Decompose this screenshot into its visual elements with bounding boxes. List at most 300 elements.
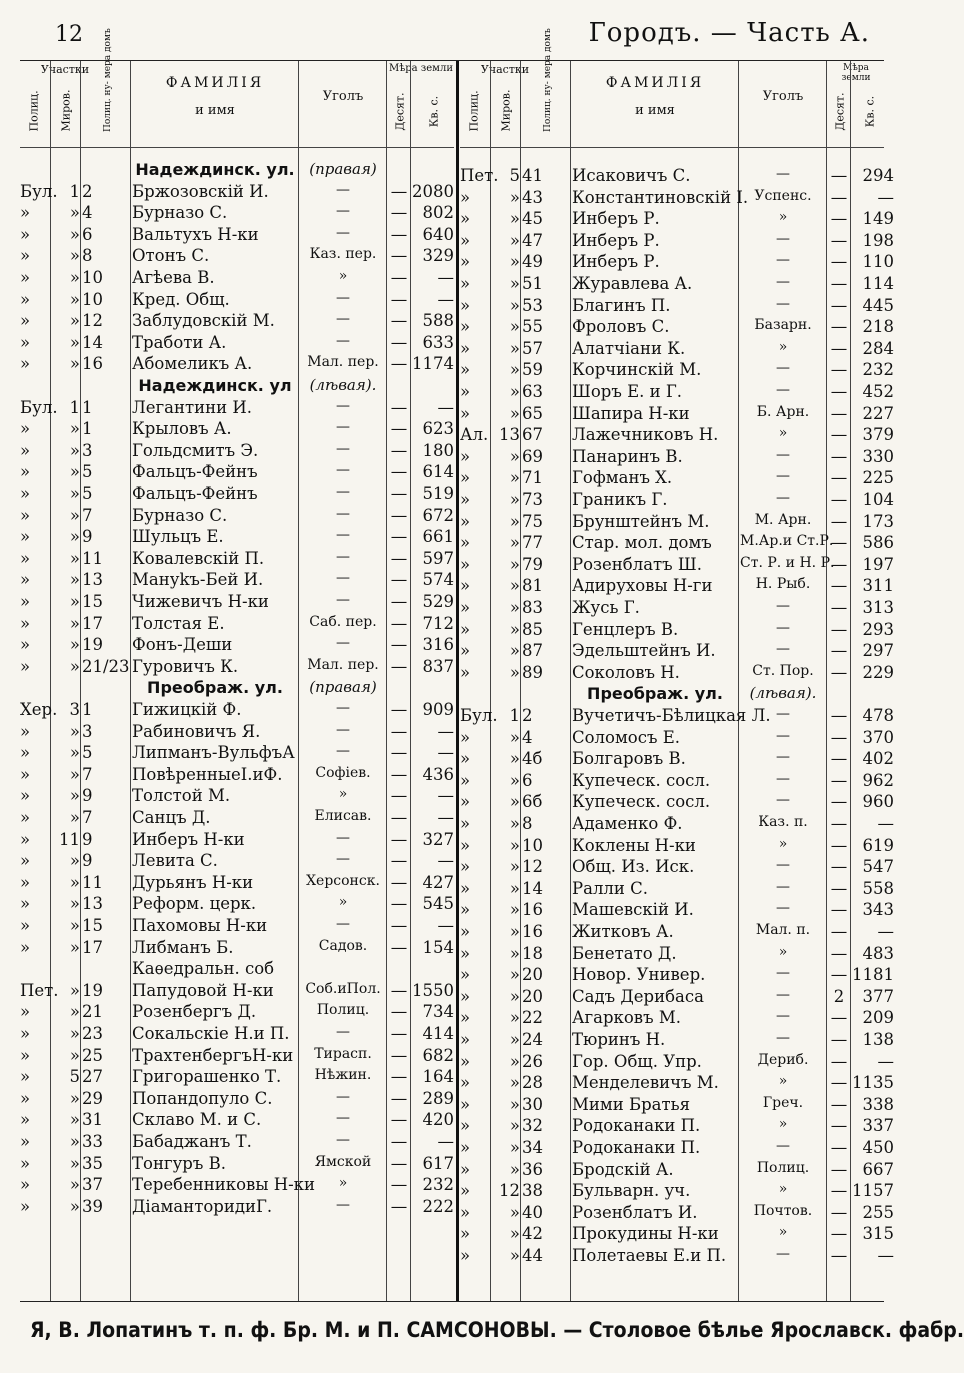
police-district: »: [20, 1024, 31, 1043]
table-row: [460, 273, 894, 295]
police-district: »: [460, 187, 471, 207]
table-row: [20, 634, 454, 656]
corner-street: —: [776, 749, 790, 766]
house-number: 59: [522, 360, 543, 380]
desyatiny: —: [390, 505, 408, 525]
desyatiny: —: [830, 1224, 848, 1244]
desyatiny: —: [390, 937, 408, 957]
magistrate-district: »: [69, 764, 80, 784]
corner-street: —: [336, 851, 350, 868]
police-district: »: [20, 311, 31, 331]
police-district: »: [20, 1002, 31, 1022]
square-sazhens: 960: [862, 792, 894, 812]
header-polits: Полиц.: [467, 90, 481, 132]
square-sazhens: 558: [862, 878, 894, 898]
house-number: 35: [82, 1153, 103, 1173]
police-district: »: [20, 1196, 31, 1216]
house-number: 83: [522, 598, 543, 617]
desyatiny: —: [390, 570, 408, 590]
owner-name: Инберъ Р.: [572, 252, 660, 272]
desyatiny: —: [390, 397, 408, 417]
magistrate-district: »: [69, 354, 80, 374]
square-sazhens: 414: [422, 1024, 454, 1043]
house-number: 77: [522, 533, 543, 553]
table-row: [460, 381, 894, 403]
owner-name: Житковъ А.: [572, 922, 674, 941]
owner-name: Эдельштейнъ И.: [572, 641, 716, 661]
magistrate-district: »: [509, 641, 520, 661]
police-district: »: [460, 1138, 471, 1157]
police-district: Бул.: [20, 181, 58, 201]
table-row: [20, 764, 454, 786]
desyatiny: —: [390, 462, 408, 482]
owner-name: Агѣева В.: [132, 268, 215, 287]
owner-name: Мануkъ-Бей И.: [132, 570, 264, 590]
table-row: [20, 1196, 454, 1218]
desyatiny: —: [830, 922, 848, 941]
house-number: 15: [82, 592, 103, 611]
owner-name: Чижевичъ Н-ки: [132, 592, 269, 611]
desyatiny: —: [390, 894, 408, 914]
corner-street: —: [336, 1110, 350, 1127]
house-number: 10: [82, 289, 103, 309]
house-number: 8: [522, 814, 533, 833]
square-sazhens: 232: [862, 360, 894, 380]
square-sazhens: 402: [862, 749, 894, 769]
square-sazhens: 110: [862, 252, 894, 272]
owner-name: Пахомовы Н-ки: [132, 916, 268, 935]
square-sazhens: 209: [862, 1008, 894, 1028]
header-familiya: ФАМИЛІЯ: [605, 75, 705, 91]
table-row: [460, 1115, 894, 1137]
table-row: [460, 316, 894, 338]
magistrate-district: »: [509, 403, 520, 423]
desyatiny: —: [390, 246, 408, 266]
corner-street: Елисав.: [314, 808, 372, 824]
corner-street: —: [336, 570, 350, 587]
desyatiny: —: [830, 252, 848, 272]
house-number: 10: [522, 835, 543, 855]
desyatiny: —: [390, 872, 408, 892]
magistrate-district: »: [509, 943, 520, 963]
square-sazhens: —: [877, 1051, 894, 1071]
magistrate-district: »: [509, 252, 520, 272]
table-row: [460, 791, 894, 813]
desyatiny: —: [830, 1159, 848, 1179]
house-number: 9: [82, 851, 93, 871]
desyatiny: —: [830, 965, 848, 985]
police-district: »: [20, 1110, 31, 1130]
square-sazhens: 734: [422, 1002, 454, 1022]
police-district: »: [460, 1246, 471, 1265]
owner-name: Жусь Г.: [572, 598, 640, 617]
magistrate-district: »: [69, 894, 80, 914]
magistrate-district: »: [509, 814, 520, 833]
table-row: [20, 461, 454, 483]
square-sazhens: 427: [422, 872, 454, 892]
owner-name: Фальцъ-Фейнъ: [132, 462, 258, 482]
magistrate-district: »: [69, 1110, 80, 1130]
square-sazhens: 311: [862, 576, 894, 596]
table-row: [20, 699, 454, 721]
house-number: 11: [82, 548, 103, 568]
police-district: »: [20, 613, 31, 633]
police-district: »: [460, 943, 471, 963]
magistrate-district: 1: [69, 397, 80, 417]
header-imya: и имя: [195, 103, 235, 118]
house-number: 13: [82, 894, 103, 914]
magistrate-district: »: [69, 592, 80, 611]
square-sazhens: 802: [422, 203, 454, 223]
corner-street: —: [336, 548, 350, 565]
magistrate-district: »: [69, 872, 80, 892]
police-district: »: [20, 808, 31, 827]
desyatiny: —: [390, 721, 408, 741]
desyatiny: —: [830, 1246, 848, 1265]
desyatiny: —: [390, 1067, 408, 1087]
square-sazhens: 218: [862, 317, 894, 337]
owner-name: Гофманъ Х.: [572, 468, 673, 488]
police-district: »: [460, 814, 471, 833]
table-row: [460, 986, 894, 1008]
house-number: 6б: [522, 792, 543, 812]
police-district: »: [460, 338, 471, 358]
page-top: [0, 18, 900, 58]
owner-name: Крыловъ А.: [132, 419, 232, 439]
table-row: [460, 748, 894, 770]
desyatiny: —: [830, 1202, 848, 1222]
house-number: 23: [82, 1024, 103, 1043]
corner-street: —: [776, 295, 790, 312]
desyatiny: —: [390, 1002, 408, 1022]
table-row: [20, 850, 454, 872]
police-district: »: [460, 1202, 471, 1222]
owner-name: Алатчіани К.: [572, 338, 686, 358]
police-district: »: [20, 484, 31, 503]
table-row: [20, 893, 454, 915]
police-district: »: [460, 252, 471, 272]
magistrate-district: »: [509, 878, 520, 898]
corner-street: —: [336, 1088, 350, 1105]
corner-street: »: [778, 1073, 788, 1090]
corner-street: —: [336, 311, 350, 328]
square-sazhens: —: [877, 187, 894, 207]
corner-street: Полиц.: [316, 1002, 370, 1019]
table-row: [20, 1153, 454, 1175]
square-sazhens: —: [877, 922, 894, 941]
house-number: 20: [522, 965, 543, 985]
table-row: [460, 338, 894, 360]
table-row: [20, 1088, 454, 1110]
magistrate-district: 1: [509, 706, 520, 725]
square-sazhens: 338: [862, 1094, 894, 1114]
house-number: 24: [522, 1030, 543, 1049]
house-number: 65: [522, 403, 543, 423]
magistrate-district: 5: [69, 1067, 80, 1087]
square-sazhens: 1174: [412, 354, 454, 374]
header-mirov: Миров.: [499, 89, 513, 132]
owner-name: Гижицкій Ф.: [132, 700, 242, 719]
owner-name: Толстая Е.: [132, 613, 225, 633]
owner-name: Панаринъ В.: [572, 446, 683, 466]
magistrate-district: »: [509, 792, 520, 812]
police-district: »: [460, 857, 471, 877]
police-district: »: [460, 295, 471, 315]
magistrate-district: »: [509, 554, 520, 574]
square-sazhens: 478: [862, 706, 894, 725]
house-number: 38: [522, 1181, 543, 1201]
table-row: [20, 526, 454, 548]
owner-name: Ковалевскій П.: [132, 548, 265, 568]
desyatiny: —: [390, 1196, 408, 1216]
square-sazhens: 315: [862, 1224, 894, 1244]
square-sazhens: 529: [422, 592, 454, 611]
square-sazhens: 225: [862, 468, 894, 488]
square-sazhens: 104: [862, 490, 894, 509]
square-sazhens: 545: [422, 894, 454, 914]
owner-name: Новор. Универ.: [572, 965, 706, 985]
square-sazhens: 483: [862, 943, 894, 963]
owner-name: Брунштейнъ М.: [572, 511, 710, 531]
house-number: 5: [82, 484, 93, 503]
house-number: 28: [522, 1073, 543, 1093]
house-number: 11: [82, 872, 103, 892]
police-district: »: [20, 268, 31, 287]
magistrate-district: »: [69, 203, 80, 223]
square-sazhens: 617: [422, 1153, 454, 1173]
corner-street: —: [776, 727, 790, 744]
magistrate-district: »: [69, 613, 80, 633]
owner-name: Отонъ С.: [132, 246, 210, 266]
corner-street: Ямской: [314, 1153, 372, 1170]
magistrate-district: »: [69, 1024, 80, 1043]
house-number: 17: [82, 613, 103, 633]
corner-street: Б. Арн.: [756, 403, 810, 420]
owner-name: Бульварн. уч.: [572, 1181, 691, 1201]
police-district: »: [20, 527, 31, 547]
corner-street: —: [336, 1132, 350, 1148]
desyatiny: —: [830, 295, 848, 315]
owner-name: Родоканаки П.: [572, 1116, 701, 1136]
table-row: [20, 440, 454, 462]
police-district: »: [460, 511, 471, 531]
magistrate-district: »: [69, 1045, 80, 1065]
square-sazhens: 547: [862, 857, 894, 877]
house-number: 4: [522, 727, 533, 747]
house-number: 1: [82, 397, 93, 417]
table-row: [460, 403, 894, 425]
table-row: [460, 208, 894, 230]
police-district: »: [460, 1073, 471, 1093]
magistrate-district: »: [509, 1116, 520, 1136]
square-sazhens: 597: [422, 548, 454, 568]
magistrate-district: »: [69, 916, 80, 935]
magistrate-district: »: [509, 598, 520, 617]
house-number: 2: [522, 706, 533, 725]
desyatiny: —: [390, 268, 408, 287]
desyatiny: —: [830, 1116, 848, 1136]
square-sazhens: 623: [422, 419, 454, 439]
magistrate-district: »: [509, 922, 520, 941]
table-row: [20, 289, 454, 311]
corner-street: »: [778, 209, 788, 226]
owner-name: Садъ Дерибаса: [572, 986, 704, 1006]
magistrate-district: »: [69, 721, 80, 741]
police-district: »: [460, 1181, 471, 1201]
desyatiny: —: [830, 425, 848, 445]
house-number: 25: [82, 1045, 103, 1065]
table-row: [460, 619, 894, 641]
police-district: »: [20, 1175, 31, 1195]
police-district: »: [20, 203, 31, 223]
corner-street: —: [776, 166, 790, 182]
owner-name: Журавлева А.: [572, 274, 693, 293]
street-side: (правая): [309, 678, 377, 697]
corner-street: —: [776, 706, 790, 722]
desyatiny: —: [830, 878, 848, 898]
table-row: [460, 230, 894, 252]
corner-street: »: [778, 1181, 788, 1198]
corner-street: —: [776, 792, 790, 809]
corner-street: —: [336, 440, 350, 457]
square-sazhens: —: [437, 1132, 454, 1151]
magistrate-district: »: [69, 246, 80, 266]
corner-street: Херсонск.: [306, 872, 380, 889]
square-sazhens: 588: [422, 311, 454, 331]
magistrate-district: »: [69, 1002, 80, 1022]
corner-street: —: [336, 527, 350, 544]
house-number: 4: [82, 203, 93, 223]
magistrate-district: »: [509, 1246, 520, 1265]
table-row: [20, 483, 454, 505]
owner-name: Розенбергъ Д.: [132, 1002, 257, 1022]
table-row: [20, 958, 454, 980]
street-name: Надеждинск. ул.: [135, 160, 295, 179]
square-sazhens: 712: [422, 613, 454, 633]
owner-name: Гольдсмитъ Э.: [132, 440, 259, 460]
magistrate-district: »: [69, 786, 80, 806]
table-row: [460, 532, 894, 554]
square-sazhens: —: [437, 786, 454, 806]
square-sazhens: —: [437, 851, 454, 871]
square-sazhens: 329: [422, 246, 454, 266]
square-sazhens: 1135: [852, 1073, 894, 1093]
owner-name: Гор. Общ. Упр.: [572, 1051, 702, 1071]
police-district: »: [20, 721, 31, 741]
table-row: [20, 310, 454, 332]
desyatiny: —: [390, 700, 408, 719]
table-row: [20, 807, 454, 829]
police-district: »: [460, 900, 471, 920]
square-sazhens: 452: [862, 382, 894, 401]
owner-name: Лажечниковъ Н.: [572, 425, 719, 445]
table-row: [460, 295, 894, 317]
owner-name: Легантини И.: [132, 397, 253, 417]
table-row: [460, 835, 894, 857]
corner-street: Нѣжин.: [314, 1067, 372, 1084]
magistrate-district: »: [69, 570, 80, 590]
owner-name: Фроловъ С.: [572, 317, 670, 337]
square-sazhens: 327: [422, 829, 454, 849]
magistrate-district: »: [69, 1088, 80, 1108]
house-number: 16: [522, 922, 543, 941]
square-sazhens: 232: [422, 1175, 454, 1195]
owner-name: Инберъ Н-ки: [132, 829, 245, 849]
table-row: [460, 597, 894, 619]
police-district: »: [460, 1224, 471, 1244]
magistrate-district: »: [69, 851, 80, 871]
magistrate-district: »: [509, 749, 520, 769]
owner-name: Заблудовскій М.: [132, 311, 275, 331]
advertisement-footer: Я, В. Лопатинъ т. п. ф. Бр. М. и П. САМСОНОВЫ. — Столовое бѣлье Ярославск. фабр.: [30, 1318, 964, 1342]
owner-name: Бродскій А.: [572, 1159, 674, 1179]
police-district: »: [20, 764, 31, 784]
house-number: 73: [522, 490, 543, 509]
owner-name: Тонгуръ В.: [132, 1153, 226, 1173]
house-number: 5: [82, 462, 93, 482]
house-number: 33: [82, 1132, 103, 1151]
police-district: »: [20, 786, 31, 806]
square-sazhens: 293: [862, 619, 894, 639]
table-row: [20, 267, 454, 289]
magistrate-district: »: [69, 484, 80, 503]
desyatiny: —: [390, 980, 408, 1000]
police-district: »: [460, 274, 471, 293]
house-number: 7: [82, 808, 93, 827]
square-sazhens: —: [437, 268, 454, 287]
owner-name: Агарковъ М.: [572, 1008, 681, 1028]
square-sazhens: 633: [422, 332, 454, 352]
table-row: [20, 245, 454, 267]
square-sazhens: 370: [862, 727, 894, 747]
magistrate-district: »: [509, 857, 520, 877]
desyatiny: —: [390, 311, 408, 331]
column-separator: [456, 61, 459, 1301]
house-number: 9: [82, 786, 93, 806]
square-sazhens: —: [437, 808, 454, 827]
police-district: »: [20, 872, 31, 892]
house-number: 26: [522, 1051, 543, 1071]
police-district: »: [20, 1067, 31, 1087]
magistrate-district: »: [69, 808, 80, 827]
magistrate-district: »: [509, 576, 520, 596]
table-row: [460, 359, 894, 381]
magistrate-district: »: [509, 1030, 520, 1049]
corner-street: Успенс.: [754, 187, 812, 204]
header-uchastki: Участки: [40, 63, 90, 76]
house-number: 37: [82, 1175, 103, 1195]
table-row: [460, 878, 894, 900]
desyatiny: —: [830, 857, 848, 877]
house-number: 13: [82, 570, 103, 590]
owner-name: Бурназо С.: [132, 203, 228, 223]
police-district: »: [20, 635, 31, 655]
square-sazhens: 337: [862, 1116, 894, 1136]
house-number: 5: [82, 743, 93, 763]
house-number: 6: [82, 224, 93, 244]
corner-street: —: [336, 332, 350, 349]
house-number: 47: [522, 230, 543, 250]
house-number: 42: [522, 1224, 543, 1244]
corner-street: —: [336, 484, 350, 500]
table-row: [460, 727, 894, 749]
square-sazhens: 1157: [852, 1181, 894, 1201]
magistrate-district: 11: [59, 829, 80, 849]
square-sazhens: 574: [422, 570, 454, 590]
police-district: »: [460, 1030, 471, 1049]
police-district: »: [20, 592, 31, 611]
corner-street: Полиц.: [756, 1159, 810, 1176]
